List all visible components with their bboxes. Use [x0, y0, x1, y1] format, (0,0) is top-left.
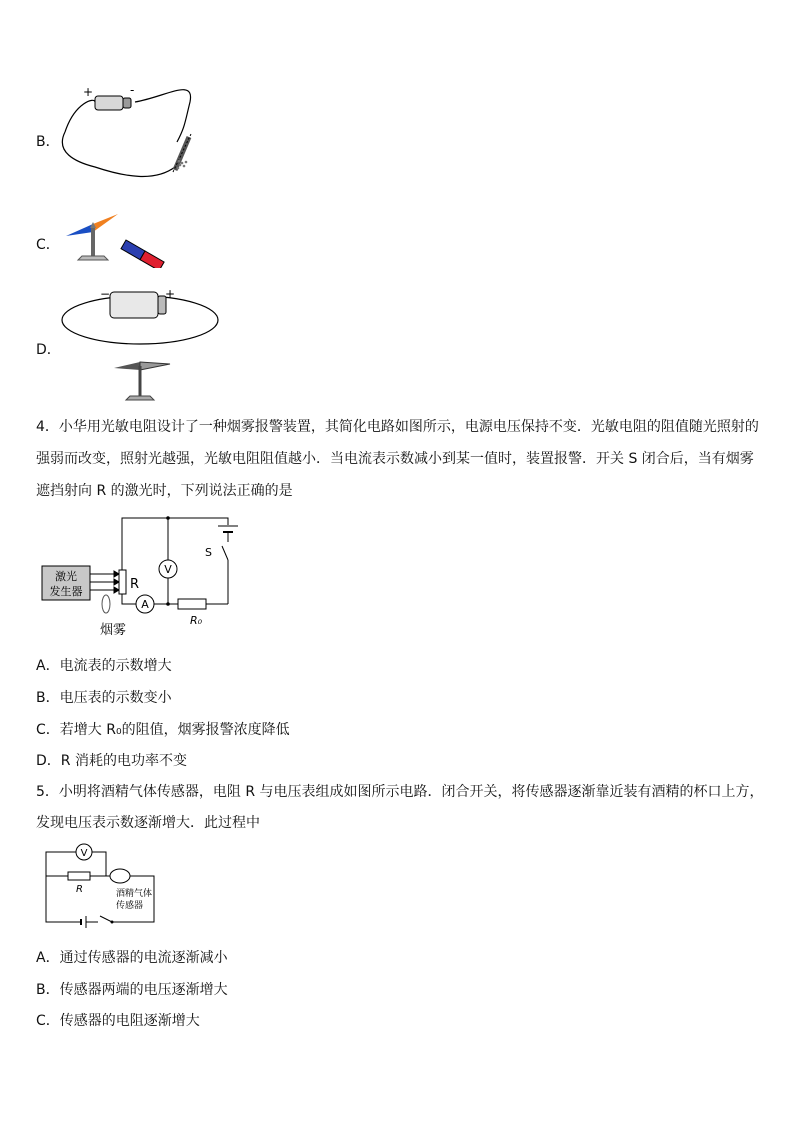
svg-text:-: - — [130, 83, 135, 97]
svg-text:烟雾: 烟雾 — [100, 623, 127, 638]
svg-text:R: R — [76, 884, 83, 895]
q5-stem-line-1: 5．小明将酒精气体传感器，电阻 R 与电压表组成如图所示电路．闭合开关，将传感器逐渐靠近装有酒精的杯口上方， — [36, 784, 764, 800]
svg-text:−: − — [100, 287, 111, 301]
figure-d-battery-loop-compass — [60, 286, 225, 404]
svg-text:V: V — [80, 848, 88, 859]
q5-stem-line-2: 发现电压表示数逐渐增大．此过程中 — [36, 815, 260, 831]
svg-text:酒精气体: 酒精气体 — [116, 889, 153, 899]
svg-text:V: V — [164, 563, 172, 576]
q4-option-b[interactable]: B．电压表的示数变小 — [36, 690, 172, 706]
q4-option-d[interactable]: D．R 消耗的电功率不变 — [36, 753, 187, 769]
q4-stem-line-2: 强弱而改变，照射光越强，光敏电阻阻值越小．当电流表示数减小到某一值时，装置报警．开关 S 闭合后，当有烟雾 — [36, 451, 754, 467]
svg-text:A: A — [141, 598, 149, 611]
q5-circuit-diagram — [40, 842, 158, 934]
option-b-label: B． — [36, 134, 60, 150]
figure-b-battery-electromagnet — [55, 82, 205, 182]
figure-c-compass-and-magnet — [66, 210, 176, 268]
svg-text:R: R — [130, 577, 140, 592]
q5-option-b[interactable]: B．传感器两端的电压逐渐增大 — [36, 982, 228, 998]
q4-option-c[interactable]: C．若增大 R₀的阻值，烟雾报警浓度降低 — [36, 722, 290, 738]
option-d-label: D． — [36, 342, 61, 358]
svg-text:R₀: R₀ — [190, 614, 203, 627]
q5-option-c[interactable]: C．传感器的电阻逐渐增大 — [36, 1013, 200, 1029]
q5-option-a[interactable]: A．通过传感器的电流逐渐减小 — [36, 950, 228, 966]
svg-text:+: + — [165, 287, 176, 301]
q4-circuit-diagram — [38, 512, 238, 640]
q4-stem-line-3: 遮挡射向 R 的激光时，下列说法正确的是 — [36, 483, 293, 499]
svg-text:激光: 激光 — [55, 570, 77, 583]
q4-option-a[interactable]: A．电流表的示数增大 — [36, 658, 172, 674]
q4-stem-line-1: 4．小华用光敏电阻设计了一种烟雾报警装置，其简化电路如图所示，电源电压保持不变．光敏电阻的阻值随光照射的 — [36, 419, 759, 435]
svg-text:S: S — [205, 546, 212, 559]
svg-text:+: + — [83, 85, 94, 99]
option-c-label: C． — [36, 237, 60, 253]
svg-text:发生器: 发生器 — [49, 585, 83, 598]
svg-text:传感器: 传感器 — [116, 901, 144, 911]
